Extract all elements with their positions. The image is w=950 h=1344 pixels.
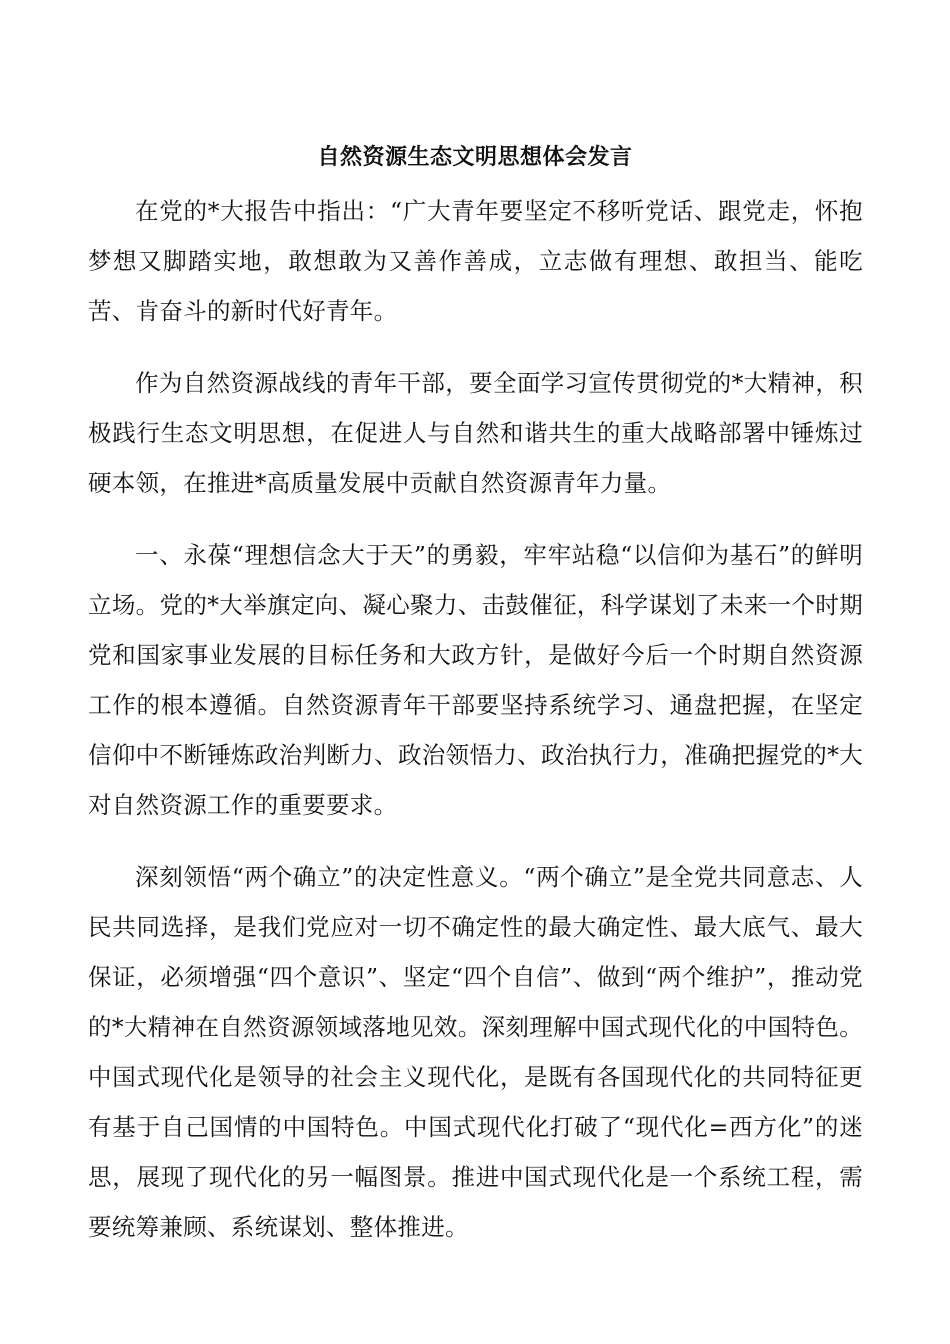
paragraph-3: 一、永葆“理想信念大于天”的勇毅，牢牢站稳“以信仰为基石”的鲜明立场。党的*大举旗定向、凝心聚力、击鼓催征，科学谋划了未来一个时期党和国家事业发展的目标任务和大政方针，是做好今后一个时期自然资源工作的根本遵循。自然资源青年干部要坚持系统学习、通盘把握，在坚定信仰中不断锤炼政治判断力、政治领悟力、政治执行力，准确把握党的*大对自然资源工作的重要要求。 — [88, 541, 863, 819]
paragraph-1: 在党的*大报告中指出：“广大青年要坚定不移听党话、跟党走，怀抱梦想又脚踏实地，敢想敢为又善作善成，立志做有理想、敢担当、能吃苦、肯奋斗的新时代好青年。 — [88, 197, 863, 325]
document-title: 自然资源生态文明思想体会发言 — [317, 145, 633, 170]
paragraph-4: 深刻领悟“两个确立”的决定性意义。“两个确立”是全党共同意志、人民共同选择，是我们党应对一切不确定性的最大确定性、最大底气、最大保证，必须增强“四个意识”、坚定“四个自信”、做到“两个维护”，推动党的*大精神在自然资源领域落地见效。深刻理解中国式现代化的中国特色。中国式现代化是领导的社会主义现代化，是既有各国现代化的共同特征更有基于自己国情的中国特色。中国式现代化打破了“现代化=西方化”的迷思，展现了现代化的另一幅图景。推进中国式现代化是一个系统工程，需要统筹兼顾、系统谋划、整体推进。 — [88, 863, 863, 1241]
document-body — [88, 186, 863, 1274]
paragraph-2: 作为自然资源战线的青年干部，要全面学习宣传贯彻党的*大精神，积极践行生态文明思想，在促进人与自然和谐共生的重大战略部署中锤炼过硬本领，在推进*高质量发展中贡献自然资源青年力量。 — [88, 369, 863, 497]
